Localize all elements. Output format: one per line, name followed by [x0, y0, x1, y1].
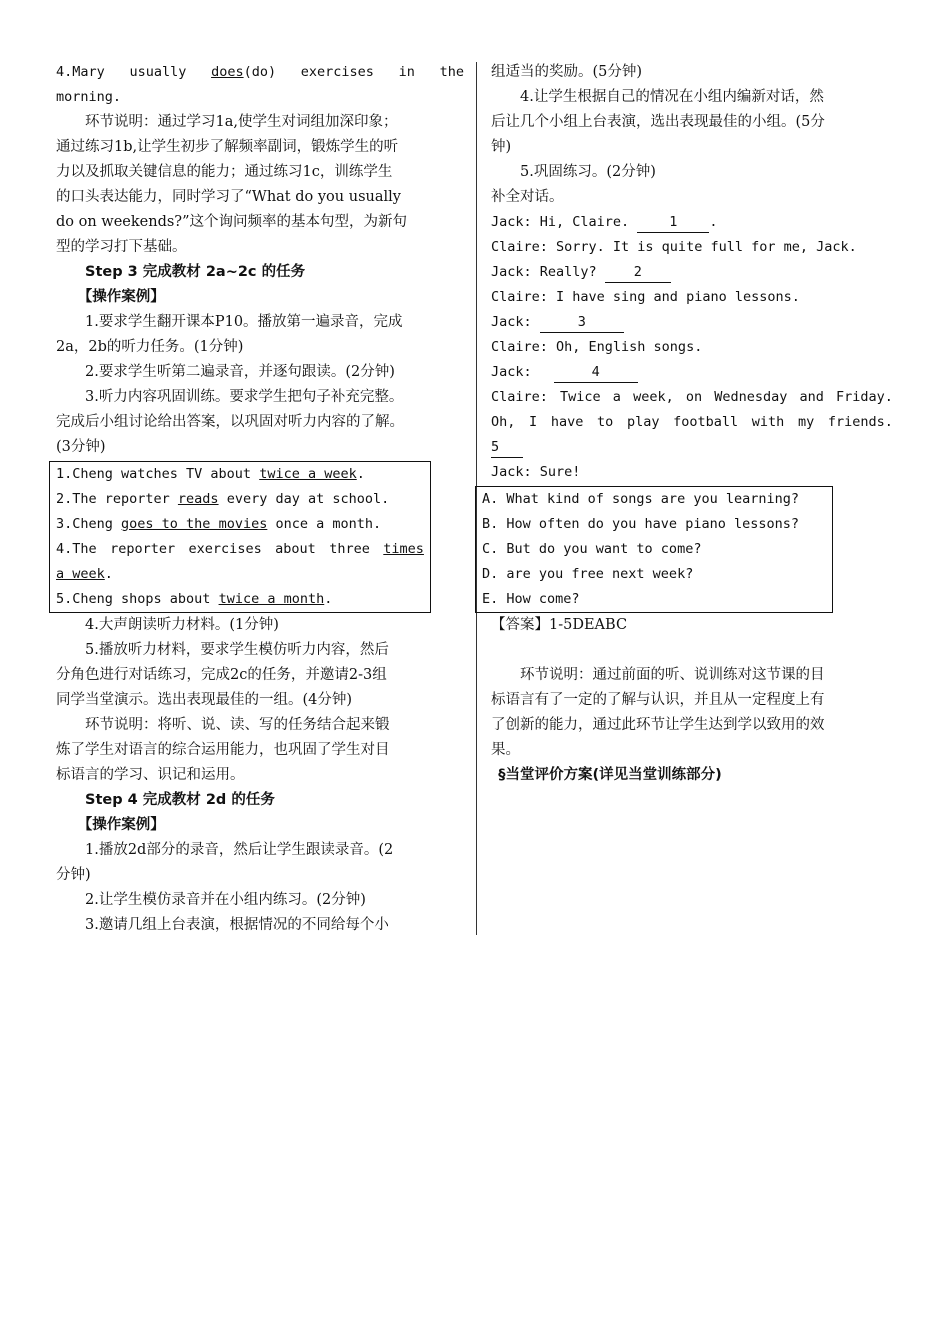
text-line: 组适当的奖励。(5分钟)	[491, 64, 643, 80]
sentence-4-continued: a week.	[56, 566, 113, 582]
text-line: 5.巩固练习。(2分钟)	[520, 164, 656, 180]
text-line: 果。	[491, 742, 520, 758]
dialogue-line-6: Claire: Oh, English songs.	[491, 339, 703, 355]
option-b: B. How often do you have piano lessons?	[482, 516, 799, 532]
text-line: 2.要求学生听第二遍录音，并逐句跟读。(2分钟)	[85, 364, 395, 380]
text-line: 后让几个小组上台表演，选出表现最佳的小组。(5分	[491, 114, 825, 130]
text-line: 标语言的学习、识记和运用。	[56, 767, 245, 783]
text-line: 了创新的能力，通过此环节让学生达到学以致用的效	[491, 717, 825, 733]
section-note: 环节说明：通过前面的听、说训练对这节课的目	[520, 667, 825, 683]
text-line: 钟)	[491, 139, 512, 155]
left-column	[56, 60, 464, 938]
text-line: 3.听力内容巩固训练。要求学生把句子补充完整。	[85, 389, 404, 405]
case-heading: 【操作案例】	[77, 289, 165, 305]
blank-4: 4	[554, 362, 638, 383]
sentence-2: 2.The reporter reads every day at school.	[56, 491, 390, 507]
dialogue-line-4: Claire: I have sing and piano lessons.	[491, 289, 800, 305]
dialogue-line-3: Jack: Really? 2	[491, 260, 893, 285]
text-line: 力以及抓取关键信息的能力；通过练习1c，训练学生	[56, 164, 393, 180]
sentence-1: 1.Cheng watches TV about twice a week.	[56, 466, 365, 482]
text-line: 4.让学生根据自己的情况在小组内编新对话，然	[520, 89, 824, 105]
sentence-5: 5.Cheng shops about twice a month.	[56, 591, 333, 607]
dialogue-line-2: Claire: Sorry. It is quite full for me, Jack.	[491, 239, 857, 255]
option-d: D. are you free next week?	[482, 566, 694, 582]
blank-3: 3	[540, 312, 624, 333]
answer-word: does	[211, 64, 244, 80]
step-3-heading: Step 3 完成教材 2a~2c 的任务	[85, 264, 306, 280]
dialogue-line-11: Jack: Sure!	[491, 464, 581, 480]
text-line: 分钟)	[56, 867, 91, 883]
answer-key: 【答案】1-5DEABC	[491, 617, 628, 633]
blank-5: 5	[491, 437, 523, 458]
dialogue-line-10	[491, 435, 893, 460]
step-4-heading: Step 4 完成教材 2d 的任务	[85, 792, 275, 808]
text-line: 同学当堂演示。选出表现最佳的一组。(4分钟)	[56, 692, 353, 708]
dialogue-line-7: Jack: 4	[491, 360, 893, 385]
text-line: 1.要求学生翻开课本P10。播放第一遍录音，完成	[85, 314, 403, 330]
text-line: 标语言有了一定的了解与认识，并且从一定程度上有	[491, 692, 825, 708]
text-line: 5.播放听力材料，要求学生模仿听力内容，然后	[85, 642, 389, 658]
option-a: A. What kind of songs are you learning?	[482, 491, 799, 507]
dialogue-line-1: Jack: Hi, Claire. 1 .	[491, 210, 893, 235]
listening-sentences-box	[49, 461, 431, 613]
right-column	[482, 60, 893, 788]
dialogue-line-9: Oh, I have to play football with my friends.	[491, 414, 893, 430]
text-line: 2a，2b的听力任务。(1分钟)	[56, 339, 244, 355]
text-line: 1.播放2d部分的录音，然后让学生跟读录音。(2	[85, 842, 394, 858]
text-line: 3.邀请几组上台表演，根据情况的不同给每个小	[85, 917, 389, 933]
text-line: 的口头表达能力，同时学习了“What do you usually	[56, 189, 401, 205]
text-line: 4.大声朗读听力材料。(1分钟)	[85, 617, 279, 633]
text-line: 通过练习1b,让学生初步了解频率副词，锻炼学生的听	[56, 139, 399, 155]
text-line: 分角色进行对话练习，完成2c的任务，并邀请2-3组	[56, 667, 387, 683]
section-note: 环节说明：将听、说、读、写的任务结合起来锻	[85, 717, 390, 733]
exercise-line-4: 4.Mary usually does(do) exercises in the	[56, 64, 464, 80]
section-note: 环节说明：通过学习1a,使学生对词组加深印象；	[85, 114, 398, 130]
text-line: 完成后小组讨论给出答案，以巩固对听力内容的了解。	[56, 414, 404, 430]
sentence-3: 3.Cheng goes to the movies once a month.	[56, 516, 382, 532]
text-line: (3分钟)	[56, 439, 106, 455]
dialogue-line-5: Jack: 3	[491, 310, 893, 335]
blank-2: 2	[605, 262, 671, 283]
evaluation-heading: §当堂评价方案(详见当堂训练部分)	[498, 767, 722, 783]
text-line: morning.	[56, 89, 122, 105]
option-e: E. How come?	[482, 591, 580, 607]
blank-1: 1	[637, 212, 709, 233]
text-line: 炼了学生对语言的综合运用能力，也巩固了学生对目	[56, 742, 390, 758]
spacer	[491, 638, 893, 663]
text-line: 型的学习打下基础。	[56, 239, 187, 255]
text-line: do on weekends?”这个询问频率的基本句型，为新句	[56, 214, 407, 230]
text-line: 2.让学生模仿录音并在小组内练习。(2分钟)	[85, 892, 366, 908]
dialogue-line-8: Claire: Twice a week, on Wednesday and Friday.	[491, 389, 893, 405]
options-box	[475, 486, 833, 613]
sentence-4: 4.The reporter exercises about three times	[56, 541, 424, 557]
text-line: 补全对话。	[491, 189, 564, 205]
option-c: C. But do you want to come?	[482, 541, 702, 557]
case-heading: 【操作案例】	[77, 817, 165, 833]
